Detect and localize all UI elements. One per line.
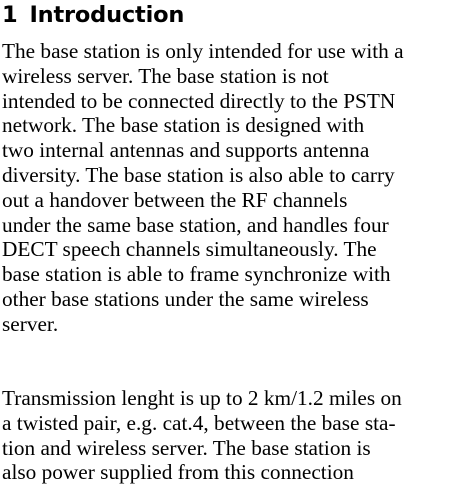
section-heading xyxy=(2,0,184,30)
text-line: wireless server. The base station is not xyxy=(2,63,329,88)
text-line: tion and wireless server. The base station is xyxy=(2,435,371,460)
text-line: other base stations under the same wireless xyxy=(2,286,369,311)
text-line: The base station is only intended for use with a xyxy=(2,39,404,63)
text-line: network. The base station is designed with xyxy=(2,113,365,138)
section-title: Introduction xyxy=(29,2,185,28)
text-line: intended to be connected directly to the PSTN xyxy=(2,88,396,113)
text-line: diversity. The base station is also able to carry xyxy=(2,162,395,187)
paragraph-1 xyxy=(2,39,469,337)
text-line: base station is able to frame synchronize with xyxy=(2,262,391,287)
paragraph-2 xyxy=(2,386,469,485)
text-line: also power supplied from this connection xyxy=(2,460,354,485)
text-line: Transmission lenght is up to 2 km/1.2 miles on xyxy=(2,386,402,410)
text-line: server. xyxy=(2,311,59,336)
text-line: DECT speech channels simultaneously. The xyxy=(2,237,377,262)
text-line: out a handover between the RF channels xyxy=(2,187,348,212)
text-line: a twisted pair, e.g. cat.4, between the base sta- xyxy=(2,410,396,435)
text-line: under the same base station, and handles four xyxy=(2,212,389,237)
section-number: 1 xyxy=(2,2,18,28)
text-line: two internal antennas and supports antenna xyxy=(2,138,370,163)
